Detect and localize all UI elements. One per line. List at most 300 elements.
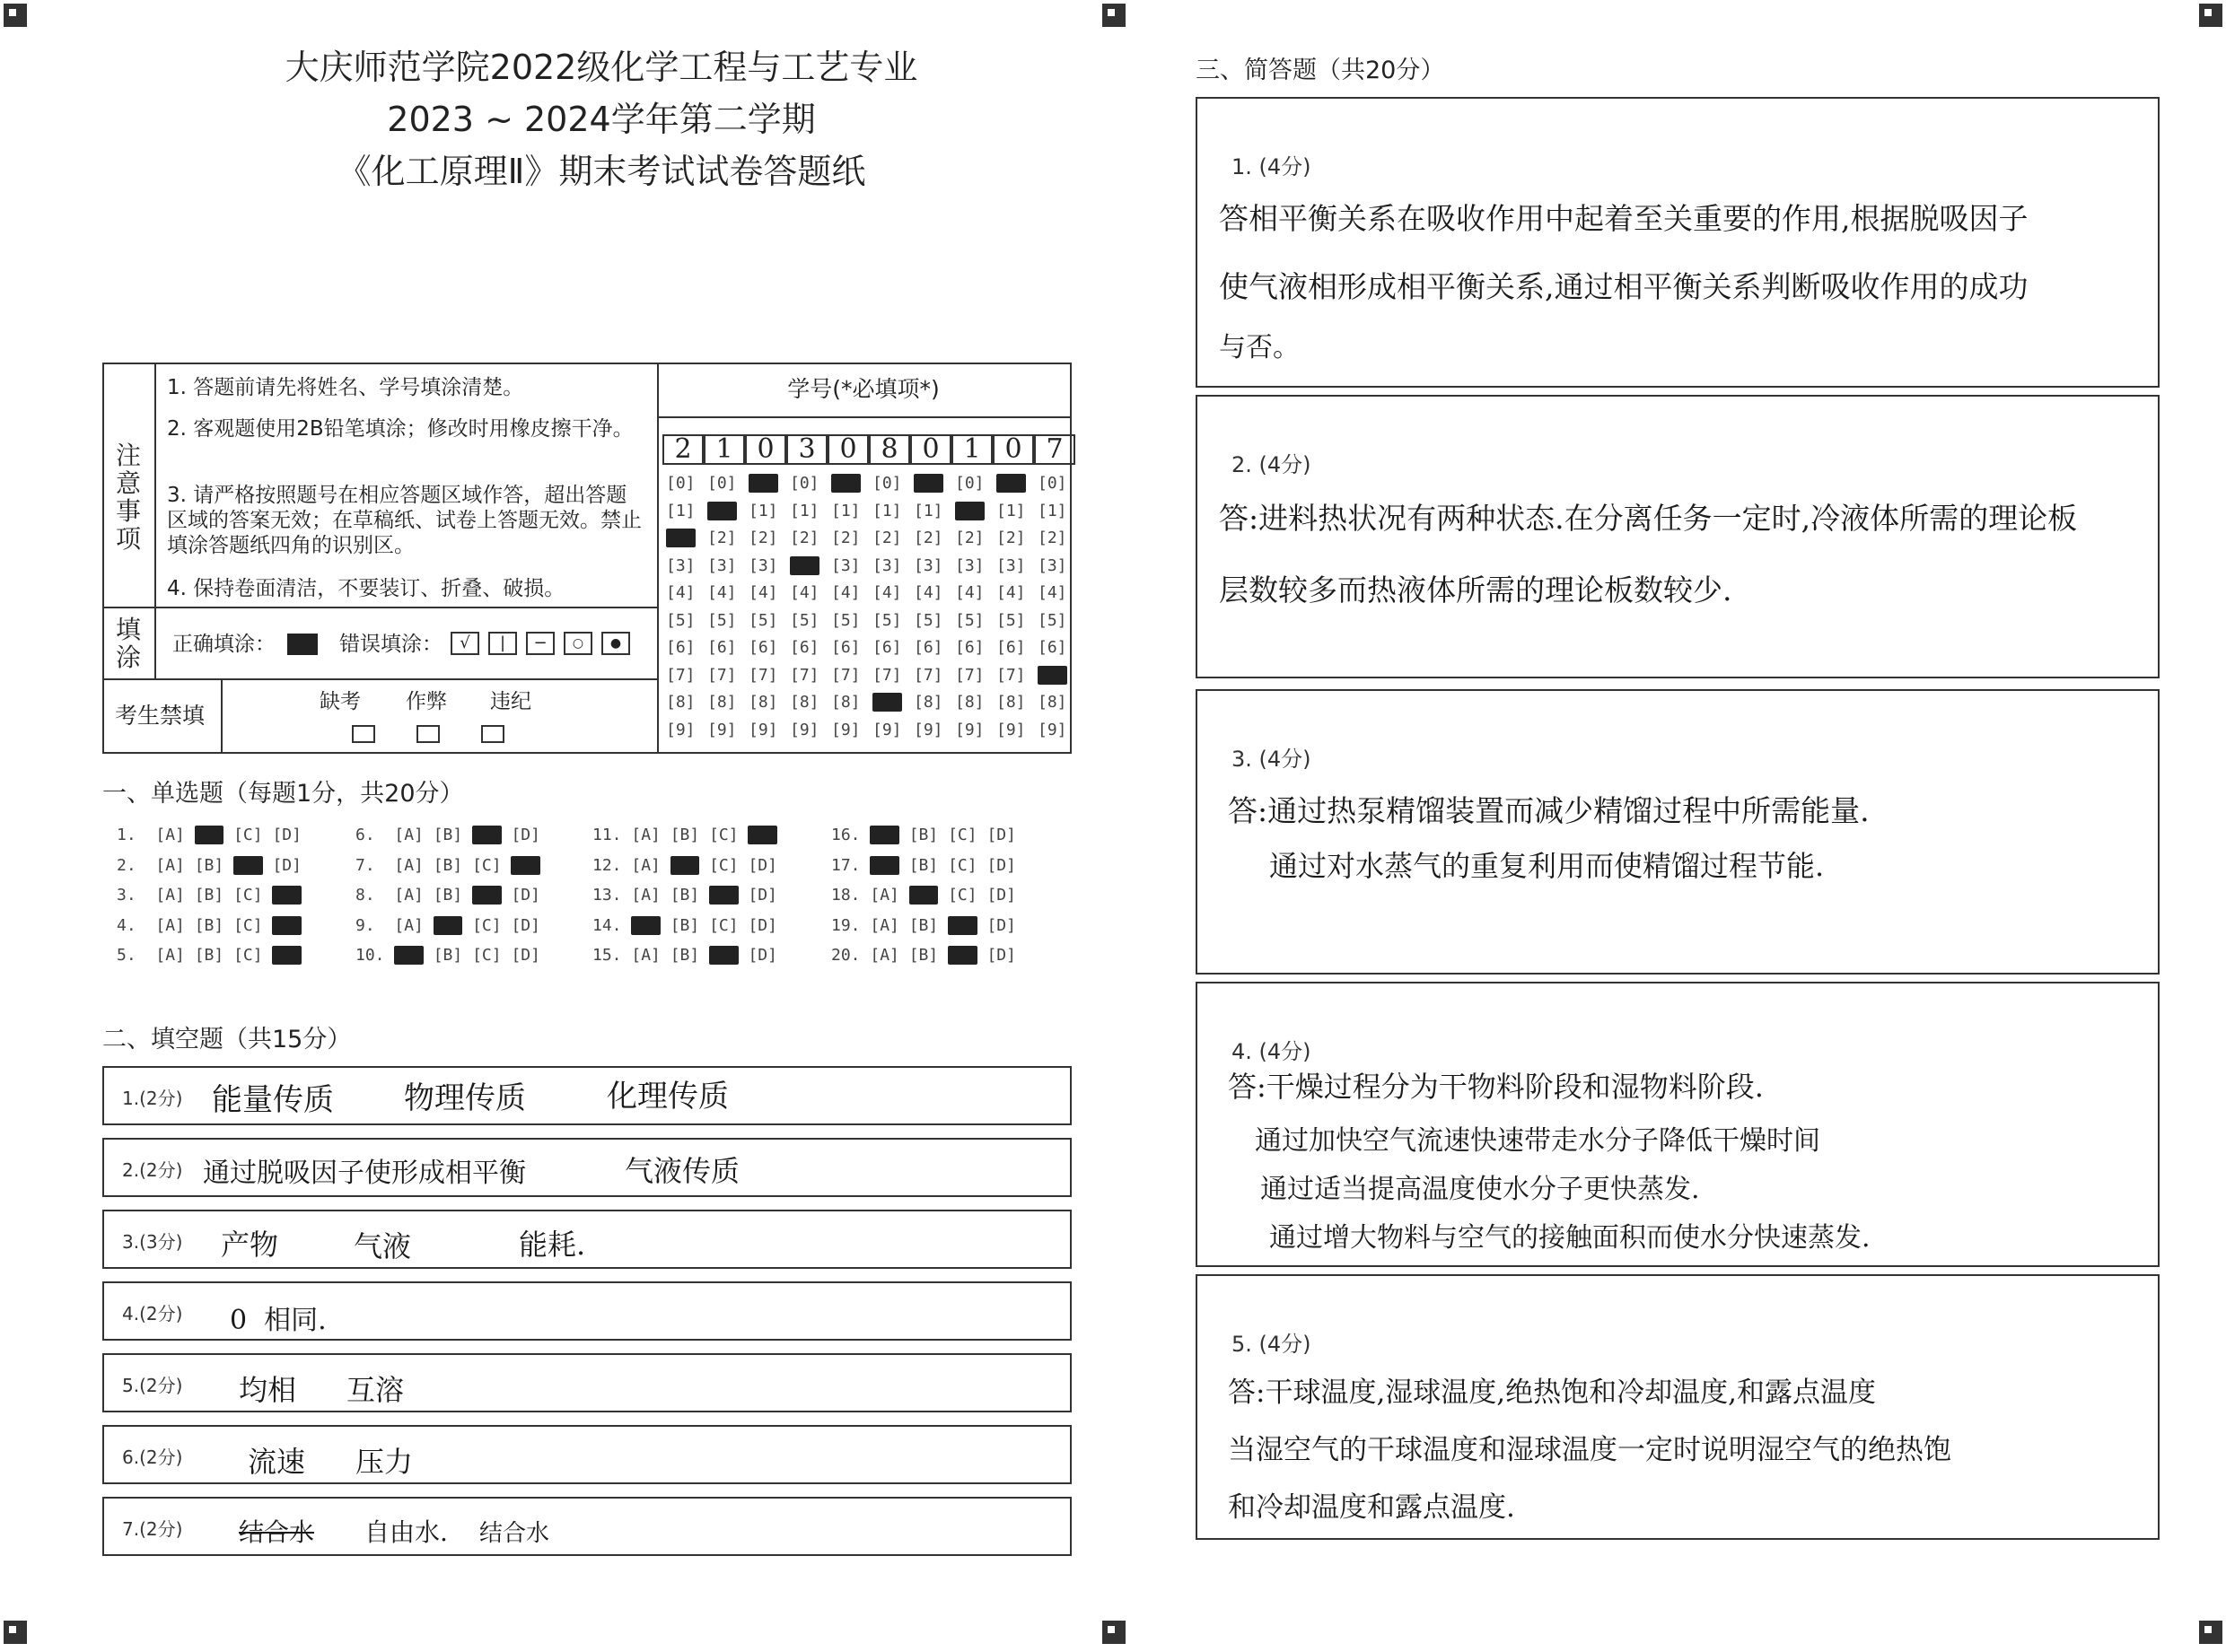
- short-answer-5-line-1: 答:干球温度,湿球温度,绝热饱和冷却温度,和露点温度: [1228, 1377, 1877, 1409]
- student-id-bubble[interactable]: [8]: [790, 693, 819, 712]
- mc-option-bubble[interactable]: [B]: [433, 946, 473, 965]
- student-id-bubble[interactable]: [7]: [955, 665, 985, 685]
- violation-checkbox[interactable]: [481, 725, 504, 743]
- mc-option-bubble[interactable]: [C]: [948, 886, 987, 905]
- mc-option-bubble[interactable]: [A]: [155, 826, 195, 844]
- mc-question: [592, 826, 787, 844]
- student-id-bubble[interactable]: [3]: [666, 555, 696, 575]
- section3-title: 三、简答题（共20分）: [1196, 57, 1445, 84]
- mc-option-bubble[interactable]: [748, 826, 786, 844]
- student-id-bubble[interactable]: [6]: [707, 638, 737, 657]
- fill-item-1-num: 1.(2分): [122, 1088, 183, 1109]
- mc-question-number: 8.: [355, 886, 395, 905]
- student-id-bubble[interactable]: [9]: [666, 720, 696, 739]
- mc-option-bubble[interactable]: [D]: [511, 826, 550, 844]
- student-id-bubble[interactable]: [8]: [749, 693, 778, 712]
- student-id-bubble[interactable]: [3]: [914, 555, 943, 575]
- student-id-bubble[interactable]: [2]: [914, 529, 943, 547]
- student-id-bubble[interactable]: [6]: [996, 638, 1026, 657]
- student-id-bubble[interactable]: [5]: [872, 610, 902, 630]
- mc-question: [355, 916, 550, 935]
- mc-option-bubble[interactable]: [B]: [433, 886, 473, 905]
- wrong-mark-check: √: [451, 632, 479, 655]
- student-id-bubble[interactable]: [9]: [996, 720, 1026, 739]
- student-id-digit-6: 8: [869, 434, 910, 465]
- short-answer-4-line-3: 通过适当提高温度使水分子更快蒸发.: [1260, 1174, 1700, 1205]
- short-answer-5-line-2: 当湿空气的干球温度和湿球温度一定时说明湿空气的绝热饱: [1228, 1434, 1951, 1466]
- student-id-bubble[interactable]: [1]: [831, 501, 861, 520]
- correct-fill-label: 正确填涂：: [172, 633, 276, 656]
- mc-option-bubble[interactable]: [C]: [233, 946, 273, 965]
- student-id-bubble[interactable]: [3]: [996, 555, 1026, 575]
- student-id-bubble[interactable]: [2]: [955, 529, 985, 547]
- student-id-bubble[interactable]: [1]: [790, 501, 819, 520]
- student-id-bubble[interactable]: [5]: [831, 610, 861, 630]
- student-id-bubble[interactable]: [7]: [790, 665, 819, 685]
- mc-question-number: 18.: [831, 886, 871, 905]
- fill-item-3-num: 3.(3分): [122, 1231, 183, 1253]
- fill-item-7-num: 7.(2分): [122, 1518, 183, 1540]
- fill-item-6-answer-2: 压力: [355, 1445, 414, 1479]
- student-id-bubble[interactable]: [1]: [666, 501, 696, 520]
- mc-option-bubble[interactable]: [B]: [194, 946, 234, 965]
- mc-option-bubble[interactable]: [C]: [709, 915, 749, 935]
- short-answer-4-line-4: 通过增大物料与空气的接触面积而使水分快速蒸发.: [1269, 1222, 1871, 1254]
- mc-option-bubble[interactable]: [394, 946, 433, 965]
- mc-option-bubble[interactable]: [C]: [709, 855, 749, 875]
- mc-option-bubble[interactable]: [A]: [631, 855, 670, 875]
- student-id-bubble[interactable]: [6]: [955, 638, 985, 657]
- student-id-bubble[interactable]: [6]: [872, 638, 902, 657]
- mc-question-number: 14.: [592, 915, 632, 935]
- student-id-bubble[interactable]: [4]: [1038, 583, 1067, 602]
- mc-option-bubble[interactable]: [511, 856, 549, 875]
- mc-option-bubble[interactable]: [A]: [631, 886, 670, 905]
- short-answer-4-line-2: 通过加快空气流速快速带走水分子降低干燥时间: [1255, 1125, 1820, 1157]
- fill-item-2-answer-2: 气液传质: [625, 1154, 741, 1188]
- mc-option-bubble[interactable]: [472, 886, 511, 905]
- absent-checkbox[interactable]: [352, 725, 375, 743]
- mc-question-number: 10.: [355, 946, 395, 965]
- student-id-bubble[interactable]: [8]: [955, 693, 985, 712]
- mc-option-bubble[interactable]: [C]: [709, 826, 749, 844]
- mc-question: [355, 826, 550, 844]
- student-id-bubble[interactable]: [1]: [1038, 501, 1067, 520]
- mc-option-bubble[interactable]: [A]: [870, 946, 909, 965]
- mc-question: [117, 946, 311, 965]
- mc-option-bubble[interactable]: [D]: [986, 886, 1026, 905]
- mc-option-bubble[interactable]: [C]: [233, 915, 273, 935]
- mc-question: [831, 946, 1026, 965]
- student-id-bubble[interactable]: [6]: [914, 638, 943, 657]
- short-answer-2-line-2: 层数较多而热液体所需的理论板数较少.: [1219, 573, 1732, 607]
- mc-option-bubble[interactable]: [D]: [748, 855, 787, 875]
- student-id-bubble[interactable]: [9]: [831, 720, 861, 739]
- student-id-bubble[interactable]: [8]: [1038, 693, 1067, 712]
- mc-option-bubble[interactable]: [C]: [948, 826, 987, 844]
- mc-question: [117, 886, 311, 905]
- short-answer-5: [1196, 1274, 2160, 1540]
- student-id-bubble[interactable]: [1]: [914, 501, 943, 520]
- student-id-bubble[interactable]: [9]: [955, 720, 985, 739]
- mc-option-bubble[interactable]: [A]: [155, 946, 195, 965]
- absent-label: 缺考: [320, 690, 361, 713]
- student-id-bubble[interactable]: [4]: [872, 583, 902, 602]
- student-id-bubble[interactable]: [0]: [707, 474, 737, 493]
- exam-forbidden-label: 考生禁填: [115, 703, 206, 729]
- student-id-bubble[interactable]: [707, 502, 737, 520]
- student-id-bubble[interactable]: [4]: [666, 583, 696, 602]
- student-id-bubble[interactable]: [790, 556, 819, 575]
- short-answer-1-line-1: 答相平衡关系在吸收作用中起着至关重要的作用,根据脱吸因子: [1219, 201, 2029, 236]
- mc-option-bubble[interactable]: [D]: [511, 946, 550, 965]
- mc-option-bubble[interactable]: [C]: [472, 855, 512, 875]
- student-id-bubble[interactable]: [666, 529, 696, 547]
- student-id-bubble[interactable]: [0]: [1038, 474, 1067, 493]
- student-id-bubble[interactable]: [7]: [996, 665, 1026, 685]
- mc-option-bubble[interactable]: [B]: [194, 915, 234, 935]
- student-id-digit-7: 0: [910, 434, 951, 465]
- mc-option-bubble[interactable]: [D]: [748, 915, 787, 935]
- mc-question-number: 15.: [592, 946, 632, 965]
- student-id-digit-2: 1: [704, 434, 745, 465]
- mc-question-number: 2.: [117, 855, 156, 875]
- mc-option-bubble[interactable]: [D]: [511, 915, 550, 935]
- short-answer-2: [1196, 395, 2160, 678]
- student-id-bubble[interactable]: [7]: [914, 665, 943, 685]
- mc-option-bubble[interactable]: [272, 946, 311, 965]
- mc-option-bubble[interactable]: [C]: [948, 855, 987, 875]
- mc-option-bubble[interactable]: [C]: [472, 915, 512, 935]
- student-id-bubble[interactable]: [7]: [749, 665, 778, 685]
- student-id-bubble[interactable]: [3]: [749, 555, 778, 575]
- student-id-bubble[interactable]: [4]: [707, 583, 737, 602]
- mc-question: [592, 916, 787, 935]
- mc-option-bubble[interactable]: [C]: [233, 826, 273, 844]
- student-id-bubble[interactable]: [3]: [955, 555, 985, 575]
- fill-item-5: [102, 1353, 1072, 1412]
- student-id-bubble[interactable]: [6]: [666, 638, 696, 657]
- mc-question: [831, 826, 1026, 844]
- student-id-bubble[interactable]: [2]: [831, 529, 861, 547]
- mc-option-bubble[interactable]: [272, 886, 311, 905]
- wrong-mark-circle: ○: [564, 632, 592, 655]
- student-id-bubble[interactable]: [2]: [749, 529, 778, 547]
- student-id-bubble[interactable]: [4]: [914, 583, 943, 602]
- mc-question-number: 4.: [117, 915, 156, 935]
- student-id-bubble[interactable]: [2]: [790, 529, 819, 547]
- student-id-bubble[interactable]: [0]: [790, 474, 819, 493]
- student-id-bubble[interactable]: [0]: [666, 474, 696, 493]
- student-id-bubble[interactable]: [4]: [955, 583, 985, 602]
- student-id-digit-9: 0: [993, 434, 1034, 465]
- mc-question: [592, 856, 787, 875]
- mc-option-bubble[interactable]: [B]: [670, 915, 710, 935]
- corner-marker-bottom-right: [2199, 1621, 2222, 1644]
- student-id-bubble[interactable]: [5]: [955, 610, 985, 630]
- fill-item-7: [102, 1497, 1072, 1556]
- student-id-bubble[interactable]: [5]: [666, 610, 696, 630]
- student-id-digit-8: 1: [951, 434, 993, 465]
- fill-item-1-answer-1: 能量传质: [212, 1082, 334, 1118]
- mc-question-number: 11.: [592, 826, 632, 844]
- student-id-bubble[interactable]: [2]: [1038, 529, 1067, 547]
- student-id-bubble[interactable]: [8]: [996, 693, 1026, 712]
- short-answer-3-line-2: 通过对水蒸气的重复利用而使精馏过程节能.: [1269, 849, 1825, 883]
- student-id-bubble[interactable]: [955, 502, 985, 520]
- mc-question-number: 9.: [355, 915, 395, 935]
- mc-option-bubble[interactable]: [B]: [433, 855, 473, 875]
- mc-option-bubble[interactable]: [B]: [670, 826, 710, 844]
- cheat-label: 作弊: [406, 690, 447, 713]
- mc-question-number: 3.: [117, 886, 156, 905]
- header-school: 大庆师范学院2022级化学工程与工艺专业: [285, 48, 918, 87]
- short-answer-1-num: 1. (4分): [1231, 154, 1311, 179]
- student-id-bubble[interactable]: [7]: [666, 665, 696, 685]
- fill-item-4-num: 4.(2分): [122, 1303, 183, 1324]
- fill-item-3-answer-3: 能耗.: [519, 1228, 586, 1262]
- section2-title: 二、填空题（共15分）: [102, 1026, 352, 1053]
- mc-option-bubble[interactable]: [909, 886, 948, 905]
- fill-item-2-answer-1: 通过脱吸因子使形成相平衡: [203, 1158, 526, 1189]
- mc-option-bubble[interactable]: [709, 886, 748, 905]
- student-id-bubble[interactable]: [749, 474, 778, 493]
- fill-item-3: [102, 1210, 1072, 1269]
- student-id-bubble[interactable]: [7]: [831, 665, 861, 685]
- header-term: 2023 ~ 2024学年第二学期: [387, 100, 816, 139]
- mc-option-bubble[interactable]: [434, 916, 472, 935]
- corner-marker-top-right: [2199, 4, 2222, 27]
- student-id-digit-1: 2: [662, 434, 704, 465]
- fill-item-5-answer-1: 均相: [239, 1373, 297, 1407]
- short-answer-4-line-1: 答:干燥过程分为干物料阶段和湿物料阶段.: [1228, 1070, 1764, 1104]
- mc-question-number: 5.: [117, 946, 156, 965]
- student-id-bubble[interactable]: [4]: [831, 583, 861, 602]
- student-id-bubble[interactable]: [9]: [790, 720, 819, 739]
- mc-question: [831, 856, 1026, 875]
- mc-option-bubble[interactable]: [A]: [394, 886, 434, 905]
- student-id-bubble[interactable]: [7]: [872, 665, 902, 685]
- mc-option-bubble[interactable]: [A]: [155, 855, 195, 875]
- mc-question-number: 19.: [831, 915, 871, 935]
- fill-item-3-answer-1: 产物: [221, 1228, 279, 1262]
- mc-option-bubble[interactable]: [233, 856, 272, 875]
- student-id-bubble[interactable]: [1]: [996, 501, 1026, 520]
- student-id-bubble[interactable]: [4]: [996, 583, 1026, 602]
- fill-item-2: [102, 1138, 1072, 1197]
- short-answer-2-line-1: 答:进料热状况有两种状态.在分离任务一定时,冷液体所需的理论板: [1219, 501, 2078, 536]
- short-answer-4-num: 4. (4分): [1231, 1039, 1311, 1064]
- mc-option-bubble[interactable]: [A]: [631, 826, 670, 844]
- cheat-checkbox[interactable]: [416, 725, 440, 743]
- student-id-bubble[interactable]: [2]: [996, 529, 1026, 547]
- student-id-bubble[interactable]: [6]: [831, 638, 861, 657]
- student-id-bubble[interactable]: [9]: [1038, 720, 1067, 739]
- mc-option-bubble[interactable]: [948, 916, 986, 935]
- student-id-bubble[interactable]: [5]: [749, 610, 778, 630]
- violation-label: 违纪: [490, 690, 531, 713]
- wrong-mark-dot: ●: [601, 632, 630, 655]
- student-id-bubble[interactable]: [8]: [666, 693, 696, 712]
- mc-option-bubble[interactable]: [C]: [472, 946, 512, 965]
- mc-option-bubble[interactable]: [A]: [155, 915, 195, 935]
- fill-item-4-answer-1: 0 相同.: [230, 1305, 327, 1336]
- student-id-digit-5: 0: [828, 434, 869, 465]
- mc-option-bubble[interactable]: [C]: [233, 886, 273, 905]
- mc-option-bubble[interactable]: [631, 916, 670, 935]
- mc-option-bubble[interactable]: [B]: [908, 855, 949, 875]
- student-id-bubble[interactable]: [4]: [790, 583, 819, 602]
- student-id-bubble[interactable]: [5]: [707, 610, 737, 630]
- mc-option-bubble[interactable]: [195, 826, 233, 844]
- mc-option-bubble[interactable]: [B]: [908, 946, 949, 965]
- mc-option-bubble[interactable]: [D]: [986, 915, 1026, 935]
- mc-option-bubble[interactable]: [A]: [870, 886, 909, 905]
- mc-question-number: 6.: [355, 826, 395, 844]
- student-id-bubble[interactable]: [5]: [1038, 610, 1067, 630]
- student-id-bubble[interactable]: [3]: [831, 555, 861, 575]
- fill-item-7-answer-1: 自由水.: [364, 1517, 448, 1547]
- mc-option-bubble[interactable]: [B]: [670, 886, 710, 905]
- student-id-bubble[interactable]: [1]: [872, 501, 902, 520]
- mc-option-bubble[interactable]: [A]: [394, 855, 434, 875]
- student-id-bubble[interactable]: [6]: [749, 638, 778, 657]
- fill-item-7-answer-crossed: 结合水: [239, 1517, 315, 1547]
- corner-marker-top-left: [4, 4, 27, 27]
- mc-option-bubble[interactable]: [272, 916, 311, 935]
- mc-option-bubble[interactable]: [D]: [511, 886, 550, 905]
- mc-question: [117, 916, 311, 935]
- short-answer-1: [1196, 97, 2160, 388]
- mc-option-bubble[interactable]: [D]: [748, 946, 787, 965]
- short-answer-3-line-1: 答:通过热泵精馏装置而减少精馏过程中所需能量.: [1228, 793, 1870, 828]
- mc-option-bubble[interactable]: [709, 946, 748, 965]
- short-answer-5-line-3: 和冷却温度和露点温度.: [1228, 1491, 1515, 1524]
- notice-item-2: 2. 客观题使用2B铅笔填涂；修改时用橡皮擦干净。: [167, 417, 634, 441]
- student-id-bubble[interactable]: [996, 474, 1026, 493]
- fill-label: 填 涂: [115, 615, 141, 672]
- student-id-bubble[interactable]: [8]: [707, 693, 737, 712]
- student-id-bubble[interactable]: [9]: [872, 720, 902, 739]
- fill-item-6-answer-1: 流速: [248, 1445, 306, 1479]
- notice-item-3: 3. 请严格按照题号在相应答题区域作答，超出答题区域的答案无效；在草稿纸、试卷上答题无效。禁止填涂答题纸四角的识别区。: [167, 484, 642, 557]
- student-id-bubble[interactable]: [6]: [1038, 638, 1067, 657]
- corner-marker-bottom-left: [4, 1621, 27, 1644]
- fill-item-6-num: 6.(2分): [122, 1447, 183, 1468]
- fill-item-4: [102, 1281, 1072, 1341]
- short-answer-4: [1196, 982, 2160, 1267]
- fill-item-6: [102, 1425, 1072, 1484]
- student-id-bubble[interactable]: [3]: [872, 555, 902, 575]
- mc-option-bubble[interactable]: [B]: [433, 826, 473, 844]
- student-id-bubble[interactable]: [6]: [790, 638, 819, 657]
- student-id-bubble[interactable]: [4]: [749, 583, 778, 602]
- mc-option-bubble[interactable]: [A]: [394, 826, 434, 844]
- fill-item-2-num: 2.(2分): [122, 1159, 183, 1181]
- fill-item-1-answer-2: 物理传质: [404, 1080, 526, 1116]
- short-answer-3: [1196, 689, 2160, 975]
- short-answer-1-line-2: 使气液相形成相平衡关系,通过相平衡关系判断吸收作用的成功: [1219, 269, 2029, 304]
- mc-option-bubble[interactable]: [B]: [194, 855, 234, 875]
- student-id-digit-10: 7: [1034, 434, 1075, 465]
- mc-option-bubble[interactable]: [B]: [908, 826, 949, 844]
- student-id-bubble[interactable]: [7]: [707, 665, 737, 685]
- mc-option-bubble[interactable]: [472, 826, 511, 844]
- mc-option-bubble[interactable]: [D]: [986, 946, 1026, 965]
- mc-option-bubble[interactable]: [D]: [986, 855, 1026, 875]
- student-id-bubble[interactable]: [2]: [872, 529, 902, 547]
- mc-option-bubble[interactable]: [A]: [155, 886, 195, 905]
- student-id-bubble[interactable]: [831, 474, 861, 493]
- mc-option-bubble[interactable]: [B]: [908, 915, 949, 935]
- wrong-mark-bar: |: [488, 632, 517, 655]
- mc-option-bubble[interactable]: [D]: [986, 826, 1026, 844]
- mc-option-bubble[interactable]: [D]: [272, 826, 311, 844]
- notice-item-1: 1. 答题前请先将姓名、学号填涂清楚。: [167, 376, 524, 399]
- mc-option-bubble[interactable]: [A]: [394, 915, 434, 935]
- student-id-bubble[interactable]: [9]: [707, 720, 737, 739]
- header-exam-title: 《化工原理Ⅱ》期末考试试卷答题纸: [337, 152, 866, 191]
- mc-question: [831, 916, 1026, 935]
- mc-option-bubble[interactable]: [870, 826, 908, 844]
- student-id-bubble[interactable]: [2]: [707, 529, 737, 547]
- mc-question: [355, 886, 550, 905]
- mc-question-number: 12.: [592, 855, 632, 875]
- student-id-bubble[interactable]: [5]: [996, 610, 1026, 630]
- mc-option-bubble[interactable]: [D]: [272, 855, 311, 875]
- student-id-bubble[interactable]: [5]: [914, 610, 943, 630]
- mc-question: [355, 856, 550, 875]
- mc-option-bubble[interactable]: [B]: [670, 946, 710, 965]
- student-id-bubble[interactable]: [0]: [872, 474, 902, 493]
- student-id-bubble[interactable]: [1038, 666, 1067, 685]
- student-id-bubble[interactable]: [8]: [831, 693, 861, 712]
- student-id-bubble[interactable]: [3]: [707, 555, 737, 575]
- mc-option-bubble[interactable]: [B]: [194, 886, 234, 905]
- student-id-bubble[interactable]: [3]: [1038, 555, 1067, 575]
- corner-marker-bottom-center: [1102, 1621, 1126, 1644]
- student-id-bubble[interactable]: [8]: [914, 693, 943, 712]
- student-id-digit-3: 0: [745, 434, 786, 465]
- mc-question-number: 16.: [831, 826, 871, 844]
- fill-item-1: [102, 1066, 1072, 1125]
- mc-option-bubble[interactable]: [948, 946, 986, 965]
- student-id-bubble[interactable]: [872, 693, 902, 712]
- mc-question: [117, 826, 311, 844]
- mc-option-bubble[interactable]: [A]: [631, 946, 670, 965]
- wrong-fill-label: 错误填涂：: [339, 633, 443, 656]
- mc-question-number: 1.: [117, 826, 156, 844]
- mc-question: [831, 886, 1026, 905]
- student-id-bubble[interactable]: [1]: [749, 501, 778, 520]
- mc-option-bubble[interactable]: [670, 856, 709, 875]
- student-id-label: 学号(*必填项*): [787, 376, 940, 402]
- mc-question: [117, 856, 311, 875]
- student-id-bubble[interactable]: [9]: [914, 720, 943, 739]
- notice-label: 注 意 事 项: [115, 441, 141, 554]
- mc-option-bubble[interactable]: [D]: [748, 886, 787, 905]
- notice-item-4: 4. 保持卷面清洁，不要装订、折叠、破损。: [167, 577, 565, 600]
- fill-item-7-answer-2: 结合水: [479, 1520, 550, 1547]
- student-id-bubble[interactable]: [5]: [790, 610, 819, 630]
- student-id-digit-4: 3: [786, 434, 828, 465]
- student-id-bubble[interactable]: [9]: [749, 720, 778, 739]
- mc-question-number: 13.: [592, 886, 632, 905]
- mc-option-bubble[interactable]: [A]: [870, 915, 909, 935]
- student-id-bubble[interactable]: [0]: [955, 474, 985, 493]
- student-id-bubble[interactable]: [914, 474, 943, 493]
- mc-option-bubble[interactable]: [870, 856, 908, 875]
